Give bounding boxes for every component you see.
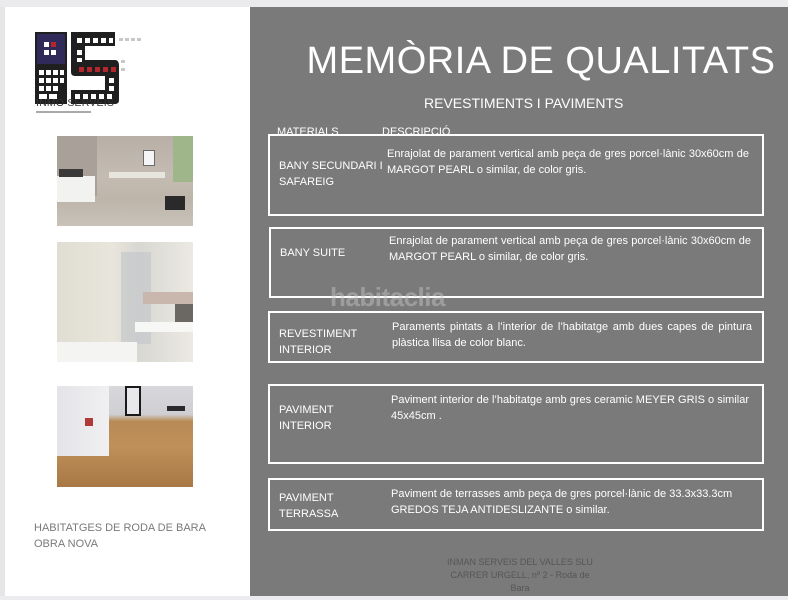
quality-panel	[250, 7, 788, 597]
photo-shower-tray	[57, 342, 137, 362]
photo-red-object	[85, 418, 93, 426]
material-row	[268, 478, 764, 531]
photo-counter	[135, 322, 193, 332]
material-label: PAVIMENT TERRASSA	[279, 492, 339, 520]
material-row	[268, 311, 764, 363]
photo-vanity	[57, 176, 95, 202]
bottom-margin	[0, 596, 788, 600]
footer-line2: CARRER URGELL, nº 2 - Roda de	[450, 570, 590, 580]
material-description: Paraments pintats a l’interior de l’habitatge amb dues capes de pintura plàstica llisa de color blanc.	[392, 321, 752, 349]
material-description: Enrajolat de parament vertical amb peça de gres porcel·lànic 30x60cm de MARGOT PEARL o similar, de color gris.	[387, 148, 749, 176]
column-header-materials: MATERIALS	[277, 126, 339, 138]
material-label: BANY SUITE	[280, 247, 346, 259]
brand-tagline-line	[36, 111, 91, 113]
material-description: Paviment de terrasses amb peça de gres porcel·lànic de 33.3x33.3cm GREDOS TEJA ANTIDESLIZANTE o similar.	[391, 488, 733, 516]
photo-cabinet	[175, 304, 193, 322]
section-subtitle: REVESTIMENTS I PAVIMENTS	[424, 95, 624, 111]
bathroom-suite-photo	[57, 242, 193, 362]
material-label: PAVIMENT INTERIOR	[279, 404, 334, 432]
project-caption-line1: HABITATGES DE RODA DE BARA	[34, 522, 206, 534]
material-description: Paviment interior de l’habitatge amb gres ceramic MEYER GRIS o similar 45x45cm .	[391, 394, 749, 422]
photo-door-glass	[127, 388, 139, 414]
bathroom-secondary-photo	[57, 136, 193, 226]
material-row	[268, 384, 764, 464]
photo-stool	[165, 196, 185, 210]
page-title	[250, 40, 788, 83]
project-caption	[34, 520, 206, 552]
material-description: Enrajolat de parament vertical amb peça de gres porcel·lànic 30x60cm de MARGOT PEARL o similar, de color gris.	[389, 235, 751, 263]
photo-windows	[57, 386, 109, 456]
brand-name: INMO SERVEIS	[36, 97, 115, 109]
photo-tile-band	[143, 292, 193, 304]
material-label: REVESTIMENT INTERIOR	[279, 328, 358, 356]
photo-bathtub	[109, 172, 165, 178]
column-header-description: DESCRIPCIÓ	[382, 126, 451, 138]
photo-mirror	[143, 150, 155, 166]
photo-chair	[167, 406, 185, 411]
photo-sink	[59, 169, 83, 177]
page-title-text: MEMÒRIA DE QUALITATS	[306, 40, 776, 82]
habitaclia-watermark: habitaclia	[330, 282, 445, 312]
project-caption-line2: OBRA NOVA	[34, 538, 98, 550]
material-row	[268, 134, 764, 216]
photo-window	[173, 136, 193, 182]
material-label: BANY SECUNDARI I SAFAREIG	[279, 160, 383, 188]
left-panel	[5, 7, 250, 597]
footer-line1: INMAN SERVEIS DEL VALLES SLU	[447, 557, 593, 567]
footer-line3: Bara	[510, 583, 530, 593]
company-footer	[430, 556, 610, 595]
interior-floor-photo	[57, 386, 193, 487]
top-margin	[0, 0, 788, 7]
